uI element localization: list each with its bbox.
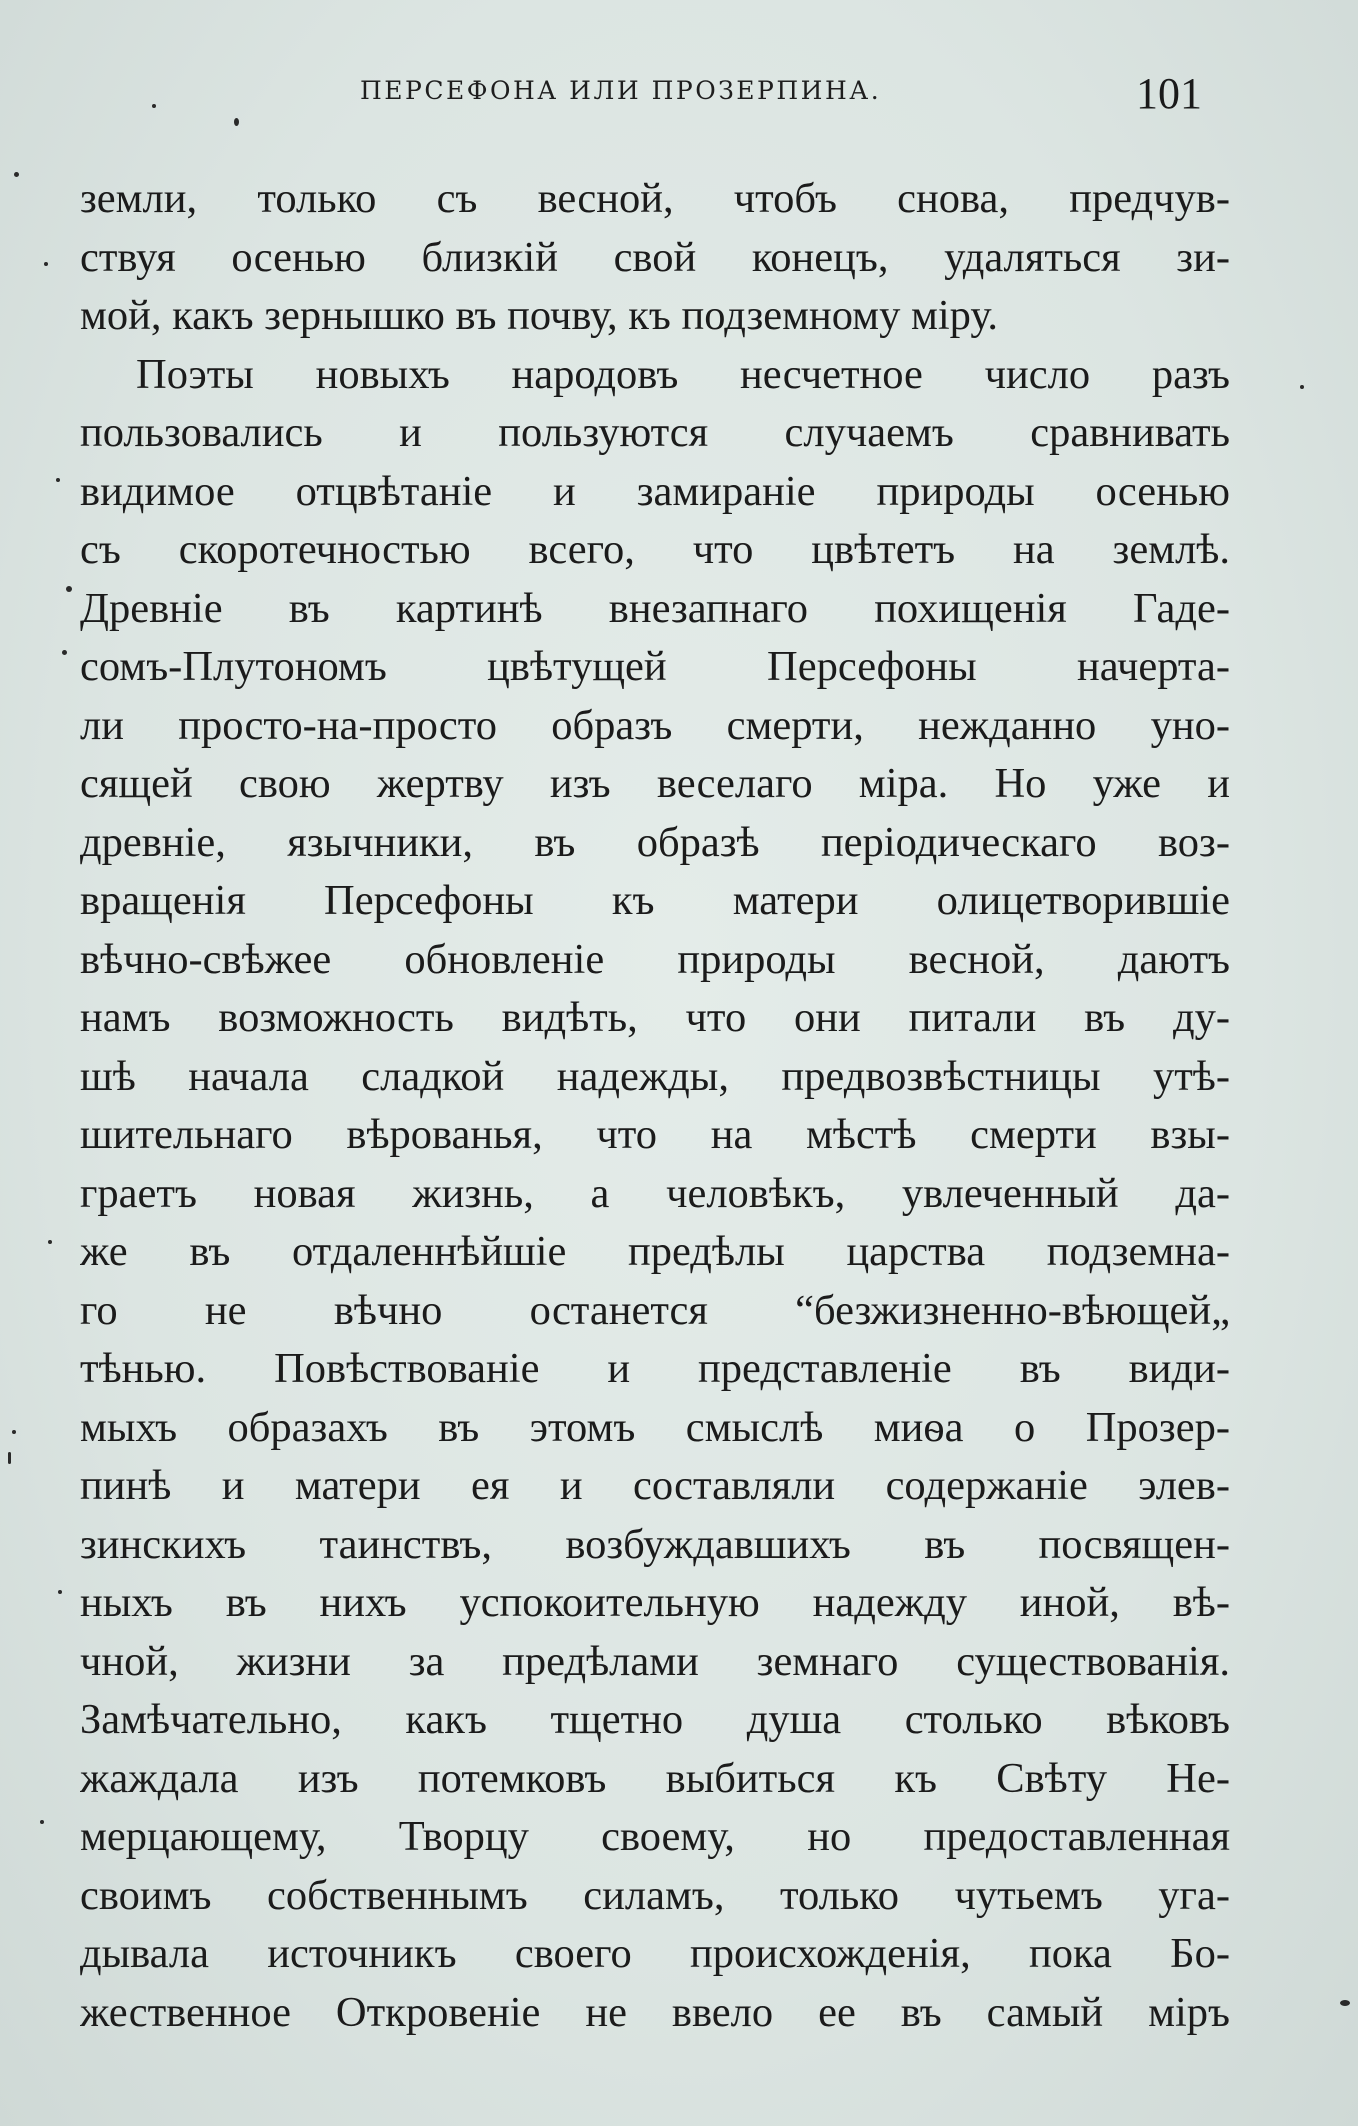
print-speck (1300, 385, 1304, 389)
text-line: земли, только съ весной, чтобъ снова, предчув- (80, 175, 1230, 222)
text-line: ныхъ въ нихъ успокоительную надежду иной, вѣ- (80, 1579, 1230, 1626)
text-line: мыхъ образахъ въ этомъ смыслѣ миѳа о Прозер- (80, 1403, 1230, 1451)
text-line: намъ возможность видѣть, что они питали въ ду- (80, 994, 1230, 1041)
text-line: дывала источникъ своего происхожденія, пока Бо- (80, 1930, 1230, 1977)
text-line: мерцающему, Творцу своему, но предоставленная (80, 1813, 1230, 1860)
text-line: Замѣчательно, какъ тщетно душа столько вѣковъ (80, 1696, 1230, 1743)
text-line: пинѣ и матери ея и составляли содержаніе элев- (80, 1462, 1230, 1509)
text-line: же въ отдаленнѣйшіе предѣлы царства подземна- (80, 1228, 1230, 1275)
text-line: вращенія Персефоны къ матери олицетворившіе (80, 877, 1230, 924)
print-speck (14, 172, 19, 177)
text-line: ствуя осенью близкій свой конецъ, удаляться зи- (80, 233, 1230, 281)
text-line: жественное Откровеніе не ввело ее въ самый міръ (80, 1988, 1230, 2036)
print-speck (8, 1452, 11, 1464)
print-speck (152, 104, 156, 108)
text-line: тѣнью. Повѣствованіе и представленіе въ види- (80, 1345, 1230, 1392)
running-title: ПЕРСЕФОНА ИЛИ ПРОЗЕРПИНА. (360, 76, 882, 105)
text-line: зинскихъ таинствъ, возбуждавшихъ въ посвящен- (80, 1520, 1230, 1568)
text-line: мой, какъ зернышко въ почву, къ подземному міру. (80, 292, 998, 339)
text-line: видимое отцвѣтаніе и замираніе природы осенью (80, 467, 1230, 515)
print-speck (12, 1430, 16, 1434)
text-line: вѣчно-свѣжее обновленіе природы весной, даютъ (80, 935, 1230, 983)
print-speck (40, 1820, 44, 1824)
print-speck (48, 1240, 52, 1244)
text-line: Поэты новыхъ народовъ несчетное число разъ (136, 350, 1230, 398)
print-speck (58, 1590, 62, 1594)
page-number: 101 (1136, 69, 1202, 118)
text-line: чной, жизни за предѣлами земнаго существованія. (80, 1637, 1230, 1685)
running-head (0, 69, 1358, 120)
text-line: своимъ собственнымъ силамъ, только чутьемъ уга- (80, 1871, 1230, 1919)
text-line: Древніе въ картинѣ внезапнаго похищенія Гаде- (80, 584, 1230, 632)
text-line: граетъ новая жизнь, а человѣкъ, увлеченный да- (80, 1169, 1230, 1217)
body-text (80, 170, 1230, 2042)
text-line: сящей свою жертву изъ веселаго міра. Но уже и (80, 760, 1230, 807)
text-line: шѣ начала сладкой надежды, предвозвѣстницы утѣ- (80, 1052, 1230, 1100)
text-line: шительнаго вѣрованья, что на мѣстѣ смерти взы- (80, 1111, 1230, 1158)
print-speck (44, 262, 48, 266)
print-speck (66, 586, 72, 592)
print-speck (234, 118, 239, 126)
text-line: ли просто-на-просто образъ смерти, нежданно уно- (80, 701, 1230, 749)
text-line: го не вѣчно останется “безжизненно-вѣющей„ (80, 1286, 1230, 1334)
print-speck (56, 478, 60, 482)
text-line: съ скоротечностью всего, что цвѣтетъ на землѣ. (80, 526, 1230, 573)
text-line: пользовались и пользуются случаемъ сравнивать (80, 409, 1230, 456)
text-line: древніе, язычники, въ образѣ періодическаго воз- (80, 818, 1230, 866)
text-line: сомъ-Плутономъ цвѣтущей Персефоны начерта- (80, 643, 1230, 690)
print-speck (1340, 2000, 1350, 2006)
print-speck (62, 650, 67, 655)
text-line: жаждала изъ потемковъ выбиться къ Свѣту Не- (80, 1754, 1230, 1802)
